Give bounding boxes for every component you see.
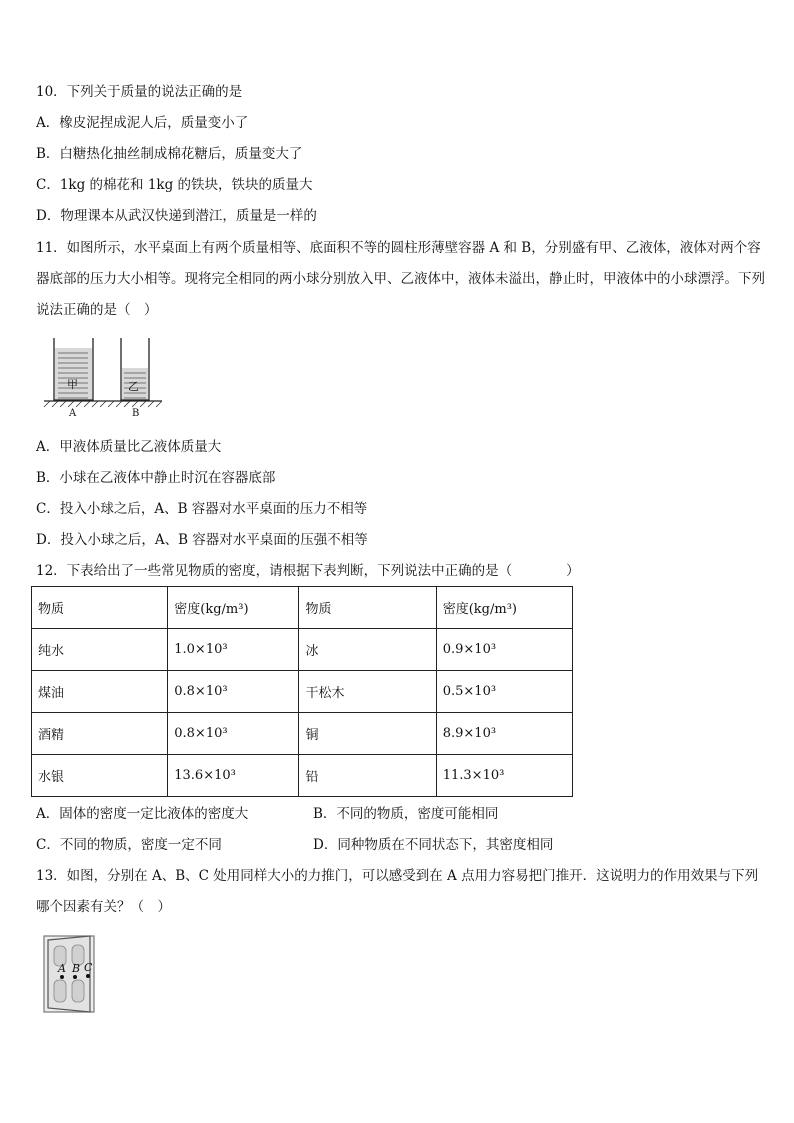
- door-label-a: A: [58, 962, 66, 975]
- table-row: [32, 671, 573, 713]
- table-cell: 水银: [32, 755, 168, 797]
- door-label-c: C: [84, 961, 93, 974]
- q12-option-d: D．同种物质在不同状态下，其密度相同: [313, 837, 554, 853]
- table-cell: 11.3×10³: [436, 755, 572, 797]
- table-cell: 0.8×10³: [168, 671, 299, 713]
- table-cell: 冰: [299, 629, 436, 671]
- door-label-b: B: [72, 962, 81, 975]
- table-cell: 0.8×10³: [168, 713, 299, 755]
- door-icon: [44, 936, 94, 1012]
- table-cell: 13.6×10³: [168, 755, 299, 797]
- table-surface: [44, 401, 162, 407]
- q10-option-c: C．1kg 的棉花和 1kg 的铁块，铁块的质量大: [36, 177, 313, 193]
- table-cell: 0.5×10³: [436, 671, 572, 713]
- q11-option-b: B．小球在乙液体中静止时沉在容器底部: [36, 470, 276, 486]
- q11-option-a: A．甲液体质量比乙液体质量大: [36, 439, 222, 455]
- label-a: A: [69, 408, 77, 418]
- table-header-cell: 密度(kg/m³): [436, 587, 572, 629]
- table-cell: 0.9×10³: [436, 629, 572, 671]
- table-cell: 铜: [299, 713, 436, 755]
- table-header-cell: 密度(kg/m³): [168, 587, 299, 629]
- table-cell: 铅: [299, 755, 436, 797]
- q11-option-d: D．投入小球之后，A、B 容器对水平桌面的压强不相等: [36, 532, 368, 548]
- q11-option-c: C．投入小球之后，A、B 容器对水平桌面的压力不相等: [36, 501, 368, 517]
- table-cell: 1.0×10³: [168, 629, 299, 671]
- table-header-cell: 物质: [32, 587, 168, 629]
- label-b: B: [132, 408, 140, 418]
- q12-option-a: A．固体的密度一定比液体的密度大: [36, 806, 249, 822]
- table-cell: 干松木: [299, 671, 436, 713]
- q12-option-c: C．不同的物质，密度一定不同: [36, 837, 222, 853]
- label-yi: 乙: [128, 380, 139, 393]
- q10-option-a: A．橡皮泥捏成泥人后，质量变小了: [36, 115, 249, 131]
- q10-option-d: D．物理课本从武汉快递到潜江，质量是一样的: [36, 208, 317, 224]
- containers-figure: [40, 336, 165, 418]
- q10-option-b: B．白糖热化抽丝制成棉花糖后，质量变大了: [36, 146, 303, 162]
- table-cell: 8.9×10³: [436, 713, 572, 755]
- q12-option-b: B．不同的物质，密度可能相同: [313, 806, 499, 822]
- label-jia: 甲: [67, 378, 78, 391]
- table-row: [32, 629, 573, 671]
- q10-stem: 10．下列关于质量的说法正确的是: [36, 84, 243, 100]
- table-header-cell: 物质: [299, 587, 436, 629]
- door-figure: [40, 934, 102, 1014]
- table-row: [32, 713, 573, 755]
- table-cell: 酒精: [32, 713, 168, 755]
- q12-stem: 12．下表给出了一些常见物质的密度，请根据下表判断，下列说法中正确的是（ ）: [36, 563, 580, 579]
- table-row: [32, 755, 573, 797]
- table-cell: 煤油: [32, 671, 168, 713]
- q13-stem: 13．如图，分别在 A、B、C 处用同样大小的力推门，可以感受到在 A 点用力容易把门推开．这说明力的作用效果与下列哪个因素有关？（ ）: [36, 868, 759, 915]
- table-header-row: [32, 587, 573, 629]
- density-table: [31, 586, 573, 797]
- table-cell: 纯水: [32, 629, 168, 671]
- q11-stem: 11．如图所示，水平桌面上有两个质量相等、底面积不等的圆柱形薄壁容器 A 和 B，分别盛有甲、乙液体，液体对两个容器底部的压力大小相等。现将完全相同的两小球分别放入甲、乙液体中，液体未溢出，静止时，甲液体中的小球漂浮。下列说法正确的是（ ）: [36, 240, 765, 318]
